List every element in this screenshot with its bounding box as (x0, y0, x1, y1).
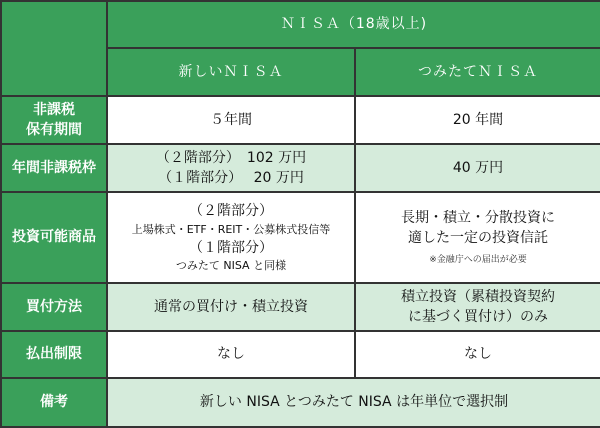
table-row-eligible-products (1, 192, 600, 283)
tsumitate-products-note: ※金融庁への届出が必要 (429, 255, 527, 266)
row-label-purchase-method: 買付方法 (1, 283, 107, 331)
products-tier1-heading: （１階部分） (189, 239, 273, 256)
table-row-annual-limit (1, 144, 600, 192)
row-label-remarks: 備考 (1, 378, 107, 427)
row-label-holding-period (1, 96, 107, 144)
row-label-eligible-products: 投資可能商品 (1, 192, 107, 283)
tsumitate-annual-limit: 40 万円 (355, 144, 600, 192)
tsumitate-eligible-products (355, 192, 600, 283)
tsumitate-purchase-method (355, 283, 600, 331)
purchase-method-line: 積立投資（累積投資契約 (401, 288, 555, 305)
table-row-holding-period (1, 96, 600, 144)
new-nisa-annual-limit (107, 144, 355, 192)
products-tier2-heading: （２階部分） (189, 203, 273, 220)
new-nisa-purchase-method: 通常の買付け・積立投資 (107, 283, 355, 331)
row-label-withdrawal: 払出制限 (1, 331, 107, 378)
new-nisa-column-header: 新しいＮＩＳＡ (107, 48, 355, 96)
table-row-remarks (1, 378, 600, 427)
new-nisa-holding-period: ５年間 (107, 96, 355, 144)
tsumitate-holding-period: 20 年間 (355, 96, 600, 144)
limit-line-tier2: （２階部分） 102 万円 (155, 149, 307, 166)
row-label-line: 非課税 (33, 101, 75, 118)
tsumitate-withdrawal: なし (355, 331, 600, 378)
remarks-cell: 新しい NISA とつみたて NISA は年単位で選択制 (107, 378, 600, 427)
table-row-purchase-method (1, 283, 600, 331)
nisa-title-header: ＮＩＳＡ（18歳以上) (107, 1, 600, 48)
table-row-withdrawal (1, 331, 600, 378)
limit-line-tier1: （１階部分） 20 万円 (158, 170, 304, 186)
row-label-annual-limit: 年間非課税枠 (1, 144, 107, 192)
new-nisa-withdrawal: なし (107, 331, 355, 378)
row-label-line: 保有期間 (26, 122, 82, 138)
header-row-top (1, 1, 600, 48)
tsumitate-nisa-column-header: つみたてＮＩＳＡ (355, 48, 600, 96)
purchase-method-line: に基づく買付け）のみ (408, 309, 548, 325)
corner-cell (1, 1, 107, 96)
tsumitate-products-line: 長期・積立・分散投資に (401, 209, 555, 226)
tsumitate-products-line: 適した一定の投資信託 (408, 229, 548, 246)
products-tier2-detail: 上場株式・ETF・REIT・公募株式投信等 (131, 222, 331, 236)
new-nisa-eligible-products (107, 192, 355, 283)
products-tier1-detail: つみたて NISA と同様 (175, 258, 287, 272)
